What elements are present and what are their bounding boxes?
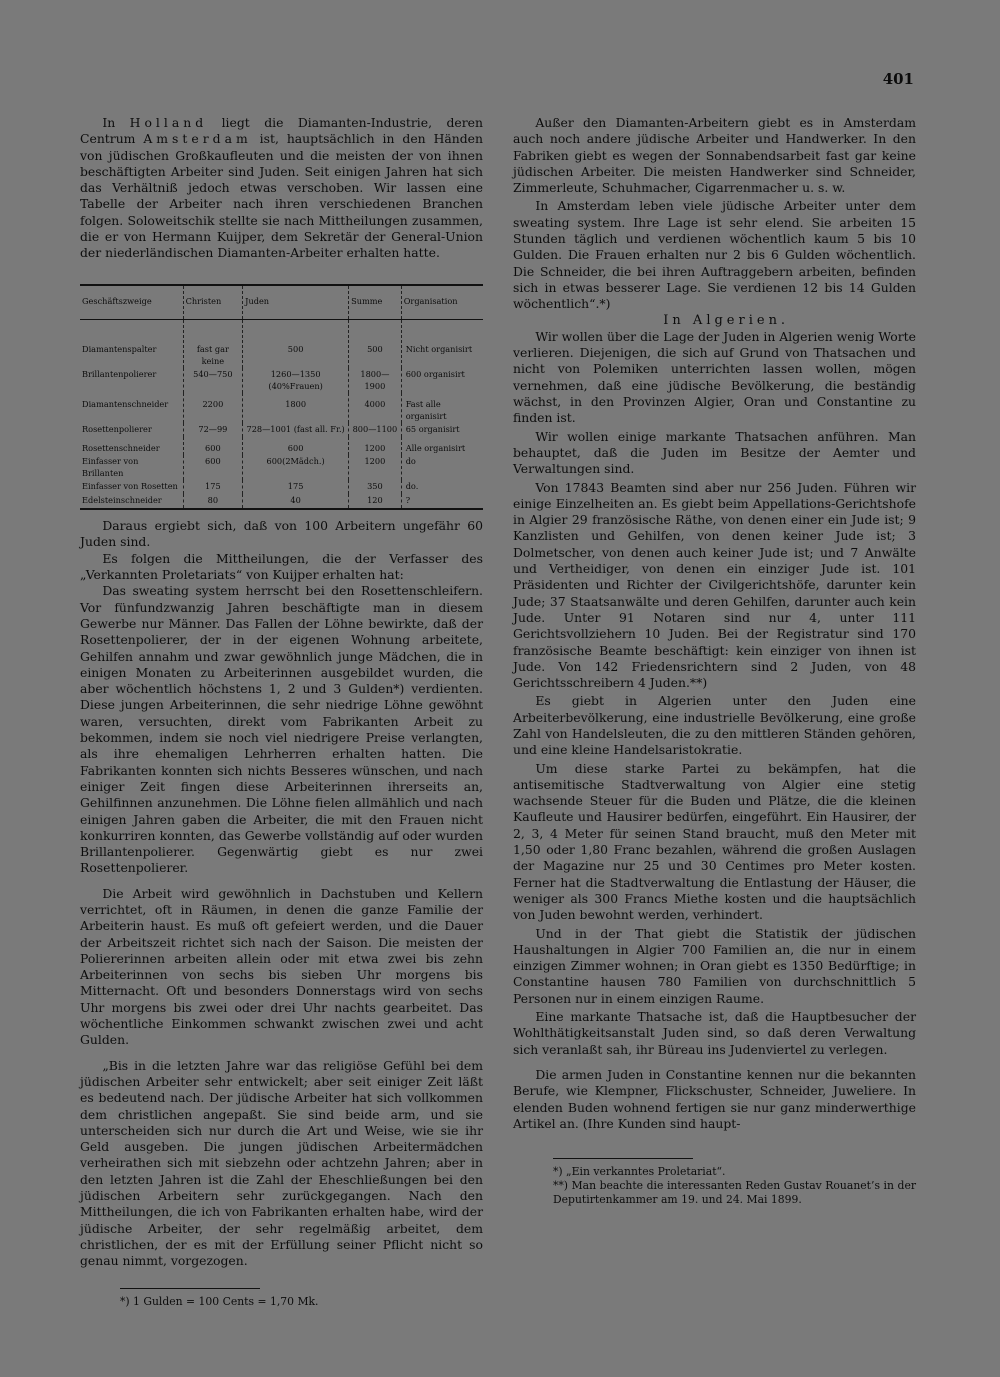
table-row [80, 494, 483, 510]
footnote: *) „Ein verkanntes Proletariat“. [553, 1165, 726, 1179]
cell-jews: 1260—1350 (40%Frauen) [243, 368, 349, 393]
cell-total: 350 [349, 480, 402, 494]
cell-org: Fast alle organisirt [401, 393, 483, 423]
cell-jews: 1800 [243, 393, 349, 423]
footnote-block [513, 1158, 916, 1207]
cell-total: 1200 [349, 455, 402, 480]
body-paragraph: Die Arbeit wird gewöhnlich in Dachstuben und Kellern verrichtet, oft in Räumen, in denen die ganze Familie der Arbeiterin haust. Es muß oft gefeiert werden, und die Dauer der Arbeitszeit richtet sich nach der Saison. Die meisten der Poliererinnen arbeiten allein oder mit etwa zwei bis zehn Arbeiterinnen von sechs bis sieben Uhr morgens bis Mitternacht. Oft und besonders Donnerstags wird von sechs Uhr morgens bis zwei oder drei Uhr nachts gearbeitet. Das wöchentliche Einkommen schwankt zwischen zwei und acht Gulden. [80, 885, 483, 1048]
body-paragraph: Von 17843 Beamten sind aber nur 256 Juden. Führen wir einige Einzelheiten an. Es giebt beim Appellations-Gerichtshofe in Algier 29 französische Räthe, von denen einer ein Jude ist; 9 Kanzlisten und Gehilfen, von denen keiner Jude ist; 3 Dolmetscher, von denen auch keiner Jude ist; und 7 Anwälte und Vertheidiger, von denen ein einziger Jude ist. 101 Präsidenten und Richter der Civilgerichtshöfe, darunter kein Jude; 37 Staatsanwälte und deren Gehilfen, darunter auch kein Jude. Unter 91 Notaren sind nur 4, unter 111 Gerichtsvollziehern 10 Juden. Bei der Registratur sind 170 französische Beamte beschäftigt: kein einziger von ihnen ist Jude. Von 142 Friedensrichtern sind 2 Juden, von 48 Gerichtsschreibern 4 Juden.**) [513, 479, 916, 691]
cell-christians: fast gar keine [183, 320, 243, 369]
body-paragraph: Es folgen die Mittheilungen, die der Verfasser des „Verkannten Proletariats“ von Kuijper erhalten hat: [80, 550, 483, 583]
table-row [80, 368, 483, 393]
cell-total: 1800—1900 [349, 368, 402, 393]
cell-jews: 40 [243, 494, 349, 510]
cell-christians: 72—99 [183, 423, 243, 437]
header-branch: Geschäftszweige [80, 285, 183, 320]
diamond-workers-table [80, 284, 483, 511]
cell-total: 120 [349, 494, 402, 510]
cell-christians: 2200 [183, 393, 243, 423]
footnote: *) 1 Gulden = 100 Cents = 1,70 Mk. [120, 1294, 319, 1308]
right-column [513, 115, 916, 1207]
body-paragraph: Und in der That giebt die Statistik der jüdischen Haushaltungen in Algier 700 Familien an, die nur in einem einzigen Zimmer wohnen; in Oran giebt es 1350 Bedürftige; in Constantine hausen 780 Familien von durchschnittlich 5 Personen nur in einem einzigen Raume. [513, 925, 916, 1006]
cell-org: ? [401, 494, 483, 510]
cell-total: 500 [349, 320, 402, 369]
quote-paragraph: „Bis in die letzten Jahre war das religiöse Gefühl bei dem jüdischen Arbeiter sehr entwickelt; aber seit einiger Zeit läßt es bedeutend nach. Der jüdische Arbeiter hat sich vollkommen dem christlichen angepaßt. Sie sind beide arm, und sie unterscheiden sich nur durch die Art und Weise, wie sie ihr Geld ausgeben. Die jungen jüdischen Arbeitermädchen verheirathen sich mit siebzehn oder achtzehn Jahren; aber in den letzten Jahren ist die Zahl der Eheschließungen bei den jüdischen Arbeitern sehr zurückgegangen. Nach den Mittheilungen, die ich von Fabrikanten erhalten habe, wird der jüdische Arbeiter, der sehr regelmäßig arbeitet, dem christlichen, der es mit der Erfüllung seiner Pflicht nicht so genau nimmt, vorgezogen. [80, 1057, 483, 1269]
body-paragraph: Die armen Juden in Constantine kennen nur die bekannten Berufe, wie Klempner, Flickschuster, Schneider, Juweliere. In elenden Buden wohnend fertigen sie nur ganz minderwerthige Artikel an. (Ihre Kunden sind haupt- [513, 1066, 916, 1131]
body-paragraph: Wir wollen über die Lage der Juden in Algerien wenig Worte verlieren. Diejenigen, die sich auf Grund von Thatsachen und nicht von Polemiken unterrichten lassen wollen, mögen vernehmen, daß eine jüdische Bevölkerung, die beständig wächst, in den Provinzen Algier, Oran und Constantine zu finden ist. [513, 328, 916, 426]
cell-christians: 540—750 [183, 368, 243, 393]
table-row [80, 320, 483, 369]
cell-branch: Einfasser von Brillanten [82, 456, 139, 478]
cell-jews: 600(2Mädch.) [243, 455, 349, 480]
cell-branch: Diamantenspalter [82, 344, 157, 355]
cell-org: do [401, 455, 483, 480]
cell-branch: Brillantenpolierer [82, 369, 157, 380]
cell-christians: 600 [183, 437, 243, 456]
cell-branch: Edelsteinschneider [80, 494, 183, 510]
footnote-block [80, 1288, 483, 1309]
body-paragraph: In Amsterdam leben viele jüdische Arbeiter unter dem sweating system. Ihre Lage ist sehr elend. Sie arbeiten 15 Stunden täglich und verdienen wöchentlich kaum 5 bis 10 Gulden. Die Frauen erhalten nur 2 bis 6 Gulden wöchentlich. Die Schneider, die bei ihren Auftraggebern arbeiten, befinden sich in etwas besserer Lage. Sie verdienen 12 bis 14 Gulden wöchentlich“.*) [513, 198, 916, 312]
footnote-divider [120, 1288, 260, 1289]
body-paragraph: Das sweating system herrscht bei den Rosettenschleifern. Vor fünfundzwanzig Jahren beschäftigte man in diesem Gewerbe nur Männer. Das Fallen der Löhne bewirkte, daß der Rosettenpolierer, der in der eigenen Wohnung arbeitete, Gehilfen annahm und zwar gewöhnlich junge Mädchen, die in einigen Monaten zu Arbeiterinnen ausgebildet wurden, die aber wöchentlich höchstens 1, 2 und 3 Gulden*) verdienten. Diese jungen Arbeiterinnen, die sehr niedrige Löhne gewöhnt waren, versuchten, direkt vom Fabrikanten Arbeit zu bekommen, indem sie noch viel niedrigere Preise verlangten, als ihre ehemaligen Lehrherren erhalten hatten. Die Fabrikanten konnten sich nichts Besseres wünschen, und nach einiger Zeit fingen diese Arbeiterinnen ihrerseits an, Gehilfinnen anzunehmen. Die Löhne fielen allmählich und nach einigen Jahren gaben die Arbeiter, die mit den Frauen nicht konkurriren konnten, das Gewerbe vollständig auf oder wurden Brillantenpolierer. Gegenwärtig giebt es nur zwei Rosettenpolierer. [80, 583, 483, 876]
cell-branch: Rosettenpolierer [82, 424, 152, 435]
cell-branch: Diamantenschneider [82, 399, 169, 410]
cell-total: 1200 [349, 437, 402, 456]
header-jews: Juden [243, 285, 349, 320]
footnote: **) Man beachte die interessanten Reden Gustav Rouanet’s in der Deputirtenkammer am 19. und 24. Mai 1899. [553, 1179, 916, 1207]
table-row [80, 393, 483, 423]
section-heading: In Algerien. [663, 312, 790, 328]
cell-jews: 728—1001 (fast all. Fr.) [243, 423, 349, 437]
table-row [80, 437, 483, 456]
body-paragraph: Außer den Diamanten-Arbeitern giebt es in Amsterdam auch noch andere jüdische Arbeiter und Handwerker. In den Fabriken giebt es wegen der Sonnabendsarbeit fast gar keine jüdischen Arbeiter. Die meisten Handwerker sind Schneider, Zimmerleute, Schuhmacher, Cigarrenmacher u. s. w. [513, 115, 916, 196]
body-paragraph: Wir wollen einige markante Thatsachen anführen. Man behauptet, daß die Juden im Besitze der Aemter und Verwaltungen sind. [513, 428, 916, 477]
cell-org: 600 organisirt [401, 368, 483, 393]
body-paragraph: Daraus ergiebt sich, daß von 100 Arbeitern ungefähr 60 Juden sind. [80, 518, 483, 550]
cell-branch: Rosettenschneider [82, 442, 160, 453]
table-row [80, 455, 483, 480]
cell-christians: 600 [183, 455, 243, 480]
cell-christians: 80 [183, 494, 243, 510]
cell-jews: 500 [243, 320, 349, 369]
cell-org: 65 organisirt [401, 423, 483, 437]
body-paragraph: Eine markante Thatsache ist, daß die Hauptbesucher der Wohlthätigkeitsanstalt Juden sind, so daß deren Verwaltung sich veranlaßt sah, ihr Büreau ins Judenviertel zu verlegen. [513, 1009, 916, 1057]
cell-jews: 175 [243, 480, 349, 494]
intro-paragraph: In Holland liegt die Diamanten-Industrie, deren Centrum Amsterdam ist, hauptsächlich in den Händen von jüdischen Großkaufleuten und die meisten der von ihnen beschäftigten Arbeiter sind Juden. Seit einigen Jahren hat sich das Verhältniß jedoch etwas verschoben. Wir lassen eine Tabelle der Arbeiter nach ihren verschiedenen Branchen folgen. Soloweitschik stellte sie nach Mittheilungen zusammen, die er von Hermann Kuijper, dem Sekretär der General-Union der niederländischen Diamanten-Arbeiter erhalten hatte. [80, 115, 483, 261]
cell-christians: 175 [183, 480, 243, 494]
cell-branch: Einfasser von Rosetten [82, 481, 178, 492]
place-holland: Holland [129, 115, 208, 130]
table-header-row [80, 285, 483, 320]
table-row [80, 423, 483, 437]
cell-org: do. [401, 480, 483, 494]
page-number: 401 [882, 70, 914, 88]
cell-total: 4000 [349, 393, 402, 423]
cell-org: Alle organisirt [401, 437, 483, 456]
header-christians: Christen [183, 285, 243, 320]
footnote-divider [553, 1158, 693, 1159]
body-paragraph: Um diese starke Partei zu bekämpfen, hat die antisemitische Stadtverwaltung von Algier eine stetig wachsende Steuer für die Buden und Plätze, die die kleinen Kaufleute und Hausirer bedürfen, eingeführt. Ein Hausirer, der 2, 3, 4 Meter für seinen Stand braucht, muß den Meter mit 1,50 oder 1,80 Franc bezahlen, während die großen Auslagen der Magazine nur 25 und 30 Centimes pro Meter kosten. Ferner hat die Stadtverwaltung die Entlastung der Häuser, die weniger als 300 Francs Miethe kosten und die hauptsächlich von Juden bewohnt werden, verhindert. [513, 760, 916, 923]
cell-jews: 600 [243, 437, 349, 456]
cell-total: 800—1100 [349, 423, 402, 437]
header-organisation: Organisation [401, 285, 483, 320]
cell-org: Nicht organisirt [401, 320, 483, 369]
table-row [80, 480, 483, 494]
header-total: Summe [349, 285, 402, 320]
left-column [80, 115, 483, 1309]
body-paragraph: Es giebt in Algerien unter den Juden eine Arbeiterbevölkerung, eine industrielle Bevölkerung, eine große Zahl von Handelsleuten, die zu den mittleren Ständen gehören, und eine kleine Handelsaristokratie. [513, 693, 916, 758]
place-amsterdam: Amsterdam [143, 131, 252, 147]
